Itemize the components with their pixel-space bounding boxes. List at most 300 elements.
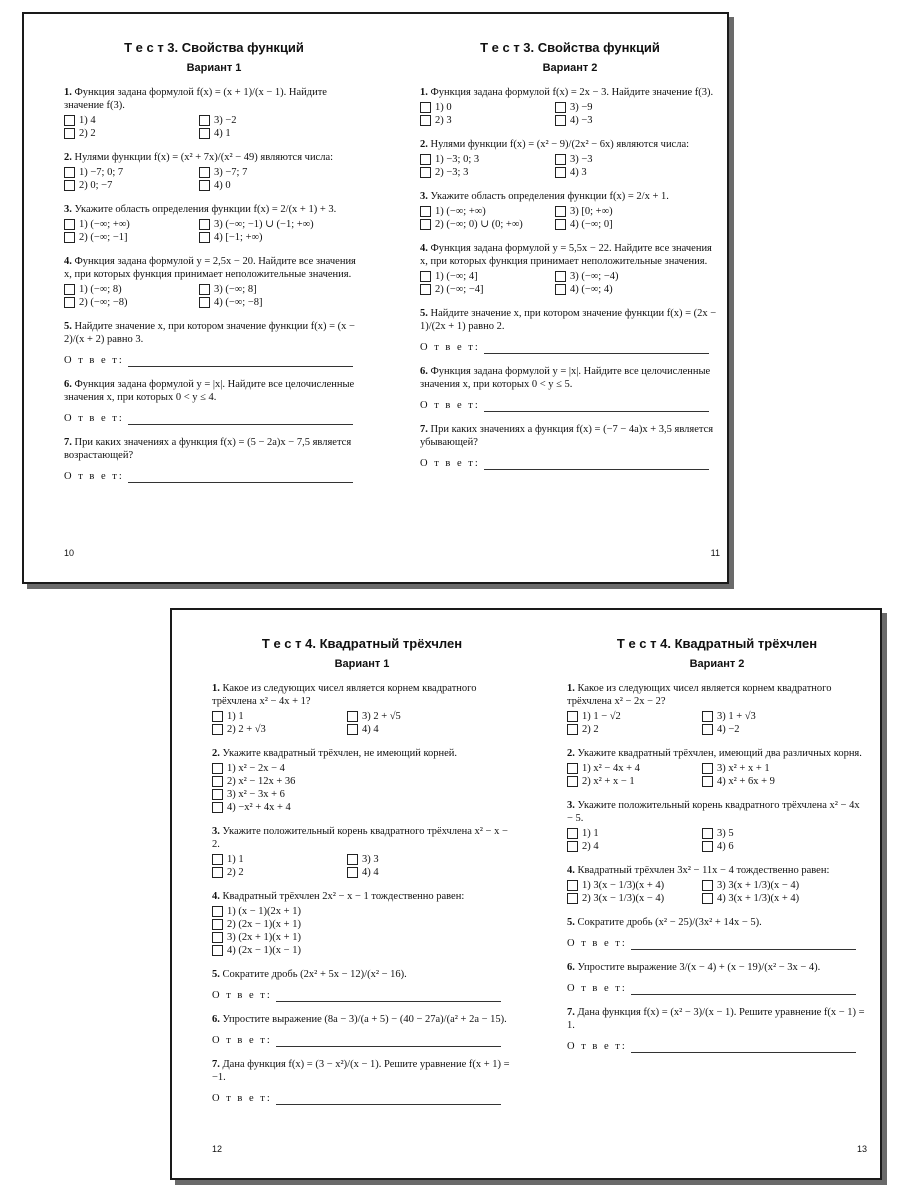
answer-option[interactable] [702,840,837,853]
answer-checkbox[interactable] [567,776,578,787]
answer-option[interactable] [555,166,690,179]
option-label: 4) 4 [362,867,379,878]
option-label: 2) −3; 3 [435,167,469,178]
answer-checkbox[interactable] [212,802,223,813]
question-text [212,968,512,981]
question-text [420,307,720,333]
answer-checkbox[interactable] [420,154,431,165]
answer-checkbox[interactable] [199,297,210,308]
answer-input-line[interactable] [631,983,856,995]
answer-option[interactable] [702,879,837,892]
question-block [420,138,720,179]
answer-option[interactable] [567,840,702,853]
answer-row [212,1092,512,1105]
answer-input-line[interactable] [128,413,353,425]
option-label: 2) x² + x − 1 [582,776,635,787]
answer-options [212,853,512,879]
answer-option[interactable] [420,218,555,231]
answer-option[interactable] [420,153,555,166]
option-label: 1) −7; 0; 7 [79,167,124,178]
question-prompt: Упростите выражение (8a − 3)/(a + 5) − (40 − 27a)/(a² + 2a − 15). [222,1014,507,1025]
test-title: Т е с т 4. Квадратный трёхчлен [616,636,818,651]
answer-label: О т в е т: [64,355,124,366]
answer-option[interactable] [702,827,837,840]
answer-option[interactable] [347,723,482,736]
option-label: 4) 6 [717,841,734,852]
answer-checkbox[interactable] [64,219,75,230]
question-block [212,682,512,736]
answer-row [567,982,867,995]
question-prompt: Функция задана формулой y = |x|. Найдите все целочисленные значения x, при которых 0 < y ≤ 4. [64,379,355,403]
question-block [420,86,720,127]
answer-input-line[interactable] [484,458,709,470]
question-prompt: Укажите квадратный трёхчлен, не имеющий корней. [222,748,458,759]
option-label: 2) 2 [582,724,599,735]
answer-option[interactable] [64,218,199,231]
answer-option[interactable] [567,879,702,892]
answer-option[interactable] [199,166,334,179]
option-label: 1) (−∞; 8) [79,284,122,295]
question-text [212,825,512,851]
answer-options [567,879,867,905]
question-block [420,190,720,231]
question-block [567,1006,867,1053]
answer-option[interactable] [64,127,199,140]
answer-options [420,205,720,231]
question-prompt: При каких значениях a функция f(x) = (5 − 2a)x − 7,5 является возрастающей? [64,437,352,461]
variant-label: Вариант 1 [334,658,390,670]
option-label: 1) (−∞; 4] [435,271,478,282]
question-number: 3. [64,204,72,215]
answer-option[interactable] [199,218,334,231]
question-text [64,151,364,164]
question-block [212,1013,512,1047]
answer-checkbox[interactable] [702,776,713,787]
answer-option[interactable] [702,762,837,775]
answer-input-line[interactable] [276,1093,501,1105]
option-label: 2) 4 [582,841,599,852]
question-number: 6. [64,379,72,390]
question-prompt: Укажите квадратный трёхчлен, имеющий два различных корня. [577,748,862,759]
answer-option[interactable] [702,892,837,905]
variant-label: Вариант 1 [186,62,242,74]
question-text [212,682,512,708]
question-text [212,1058,512,1084]
question-prompt: Укажите область определения функции f(x) = 2/x + 1. [430,191,669,202]
answer-option[interactable] [555,205,690,218]
answer-row [420,457,720,470]
answer-label: О т в е т: [420,458,480,469]
page-number: 13 [856,1144,867,1154]
option-label: 4) [−1; +∞) [214,232,263,243]
option-label: 1) (−∞; +∞) [79,219,130,230]
answer-checkbox[interactable] [199,167,210,178]
page-number: 10 [64,548,75,558]
answer-option[interactable] [64,179,199,192]
question-number: 1. [64,87,72,98]
answer-input-line[interactable] [276,1035,501,1047]
answer-option[interactable] [567,775,702,788]
question-block [567,682,867,736]
answer-checkbox[interactable] [64,180,75,191]
question-prompt: Функция задана формулой f(x) = 2x − 3. Найдите значение f(3). [430,87,714,98]
answer-checkbox[interactable] [212,789,223,800]
answer-option[interactable] [64,296,199,309]
answer-option[interactable] [567,827,702,840]
answer-checkbox[interactable] [567,880,578,891]
option-label: 3) 3 [362,854,379,865]
answer-checkbox[interactable] [555,167,566,178]
answer-option[interactable] [212,918,482,931]
answer-checkbox[interactable] [567,841,578,852]
question-text [567,961,867,974]
answer-option[interactable] [212,866,347,879]
question-prompt: Нулями функции f(x) = (x² − 9)/(2x² − 6x) являются числа: [430,139,690,150]
question-prompt: Квадратный трёхчлен 2x² − x − 1 тождественно равен: [222,891,465,902]
question-prompt: Функция задана формулой y = |x|. Найдите все целочисленные значения x, при которых 0 < y ≤ 5. [420,366,711,390]
answer-checkbox[interactable] [347,724,358,735]
answer-row [64,412,364,425]
question-prompt: Укажите область определения функции f(x) = 2/(x + 1) + 3. [74,204,337,215]
answer-checkbox[interactable] [64,284,75,295]
question-number: 1. [212,683,220,694]
option-label: 2) x² − 12x + 36 [227,776,296,787]
page-left [212,610,512,1178]
answer-checkbox[interactable] [702,841,713,852]
answer-input-line[interactable] [484,342,709,354]
answer-option[interactable] [199,127,334,140]
answer-label: О т в е т: [567,1041,627,1052]
answer-option[interactable] [567,892,702,905]
question-number: 7. [64,437,72,448]
question-block [212,890,512,957]
answer-option[interactable] [212,723,347,736]
answer-label: О т в е т: [212,990,272,1001]
answer-option[interactable] [420,114,555,127]
answer-options [567,762,867,788]
answer-option[interactable] [199,283,334,296]
question-block [567,747,867,788]
option-label: 3) (2x + 1)(x + 1) [227,932,301,943]
question-prompt: Укажите положительный корень квадратного трёхчлена x² − x − 2. [212,826,508,850]
option-label: 2) 3(x − 1/3)(x − 4) [582,893,665,904]
answer-checkbox[interactable] [567,724,578,735]
answer-option[interactable] [420,101,555,114]
answer-checkbox[interactable] [347,867,358,878]
answer-label: О т в е т: [64,413,124,424]
answer-option[interactable] [555,114,690,127]
question-text [64,86,364,112]
answer-option[interactable] [212,931,482,944]
answer-checkbox[interactable] [420,271,431,282]
option-label: 3) x² + x + 1 [717,763,770,774]
test-title: Т е с т 3. Свойства функций [124,40,304,55]
answer-row [567,1040,867,1053]
question-prompt: Найдите значение x, при котором значение функции f(x) = (2x − 1)/(2x + 1) равно 2. [420,308,717,332]
answer-options [567,710,867,736]
question-number: 4. [567,865,575,876]
answer-option[interactable] [555,101,690,114]
workbook-spread-test3 [22,12,729,584]
answer-checkbox[interactable] [212,906,223,917]
page-number: 12 [212,1144,223,1154]
answer-checkbox[interactable] [64,115,75,126]
option-label: 2) 2 [227,867,244,878]
question-prompt: При каких значениях a функция f(x) = (−7 − 4a)x + 3,5 является убывающей? [420,424,714,448]
answer-option[interactable] [64,166,199,179]
question-block [64,86,364,140]
option-label: 3) [0; +∞) [570,206,613,217]
answer-option[interactable] [199,114,334,127]
answer-option[interactable] [555,270,690,283]
answer-checkbox[interactable] [420,115,431,126]
option-label: 4) −3 [570,115,593,126]
question-number: 1. [567,683,575,694]
option-label: 3) −3 [570,154,593,165]
answer-checkbox[interactable] [212,854,223,865]
answer-input-line[interactable] [631,938,856,950]
answer-checkbox[interactable] [702,711,713,722]
option-label: 2) 0; −7 [79,180,113,191]
option-label: 3) (−∞; 8] [214,284,257,295]
question-block [420,365,720,412]
question-block [64,378,364,425]
answer-checkbox[interactable] [212,724,223,735]
answer-label: О т в е т: [212,1035,272,1046]
page-right [567,610,867,1178]
option-label: 4) 4 [362,724,379,735]
answer-checkbox[interactable] [555,115,566,126]
answer-option[interactable] [199,296,334,309]
answer-option[interactable] [555,153,690,166]
question-number: 3. [567,800,575,811]
question-block [212,968,512,1002]
question-block [567,961,867,995]
answer-checkbox[interactable] [212,711,223,722]
answer-option[interactable] [555,283,690,296]
answer-option[interactable] [212,905,482,918]
question-text [420,138,720,151]
answer-row [420,399,720,412]
question-text [420,242,720,268]
answer-input-line[interactable] [484,400,709,412]
question-number: 7. [420,424,428,435]
answer-option[interactable] [567,762,702,775]
answer-row [420,341,720,354]
answer-checkbox[interactable] [199,232,210,243]
answer-checkbox[interactable] [555,219,566,230]
option-label: 1) x² − 2x − 4 [227,763,285,774]
answer-options [64,218,364,244]
question-prompt: Функция задана формулой f(x) = (x + 1)/(x − 1). Найдите значение f(3). [64,87,327,111]
option-label: 1) 1 [227,854,244,865]
answer-option[interactable] [555,218,690,231]
question-block [64,255,364,309]
question-block [64,320,364,367]
answer-row [212,1034,512,1047]
answer-option[interactable] [567,710,702,723]
answer-option[interactable] [199,231,334,244]
answer-option[interactable] [420,283,555,296]
option-label: 3) 3(x + 1/3)(x − 4) [717,880,800,891]
answer-checkbox[interactable] [555,271,566,282]
answer-option[interactable] [64,231,199,244]
answer-label: О т в е т: [64,471,124,482]
answer-checkbox[interactable] [702,724,713,735]
option-label: 4) 0 [214,180,231,191]
answer-input-line[interactable] [631,1041,856,1053]
question-text [64,203,364,216]
option-label: 2) (−∞; 0) ∪ (0; +∞) [435,219,523,230]
question-text [64,320,364,346]
option-label: 4) 1 [214,128,231,139]
question-number: 5. [212,969,220,980]
answer-checkbox[interactable] [420,206,431,217]
answer-options [212,710,512,736]
option-label: 3) 2 + √5 [362,711,401,722]
option-label: 3) (−∞; −4) [570,271,619,282]
answer-input-line[interactable] [128,355,353,367]
question-text [567,799,867,825]
answer-checkbox[interactable] [212,776,223,787]
question-text [212,890,512,903]
option-label: 2) 3 [435,115,452,126]
option-label: 4) −x² + 4x + 4 [227,802,291,813]
answer-option[interactable] [212,801,482,814]
answer-input-line[interactable] [128,471,353,483]
answer-option[interactable] [212,710,347,723]
answer-checkbox[interactable] [702,828,713,839]
question-number: 6. [567,962,575,973]
answer-option[interactable] [212,775,482,788]
answer-option[interactable] [64,114,199,127]
answer-checkbox[interactable] [420,102,431,113]
option-label: 2) (−∞; −8) [79,297,128,308]
answer-checkbox[interactable] [567,711,578,722]
answer-checkbox[interactable] [567,828,578,839]
answer-checkbox[interactable] [420,219,431,230]
answer-option[interactable] [212,853,347,866]
answer-checkbox[interactable] [64,167,75,178]
answer-checkbox[interactable] [199,115,210,126]
answer-label: О т в е т: [567,983,627,994]
answer-checkbox[interactable] [199,219,210,230]
answer-checkbox[interactable] [702,763,713,774]
answer-checkbox[interactable] [212,945,223,956]
question-text [420,423,720,449]
question-block [64,436,364,483]
answer-checkbox[interactable] [347,854,358,865]
answer-label: О т в е т: [420,342,480,353]
question-number: 5. [64,321,72,332]
answer-checkbox[interactable] [555,102,566,113]
question-number: 7. [567,1007,575,1018]
option-label: 2) (−∞; −1] [79,232,128,243]
answer-checkbox[interactable] [567,763,578,774]
question-block [64,151,364,192]
option-label: 2) (−∞; −4] [435,284,484,295]
option-label: 4) 3 [570,167,587,178]
option-label: 1) 1 [227,711,244,722]
answer-input-line[interactable] [276,990,501,1002]
answer-option[interactable] [702,723,837,736]
test-title: Т е с т 3. Свойства функций [480,40,660,55]
option-label: 2) (2x − 1)(x + 1) [227,919,301,930]
option-label: 4) 3(x + 1/3)(x + 4) [717,893,800,904]
question-number: 2. [420,139,428,150]
question-number: 1. [420,87,428,98]
option-label: 3) 1 + √3 [717,711,756,722]
answer-option[interactable] [347,866,482,879]
answer-checkbox[interactable] [212,763,223,774]
answer-options [567,827,867,853]
question-block [420,242,720,296]
answer-option[interactable] [702,775,837,788]
question-text [567,747,867,760]
answer-options [64,283,364,309]
answer-options [212,762,512,814]
answer-options [420,101,720,127]
answer-option[interactable] [567,723,702,736]
answer-checkbox[interactable] [212,867,223,878]
question-prompt: Укажите положительный корень квадратного трёхчлена x² − 4x − 5. [567,800,860,824]
answer-option[interactable] [212,944,482,957]
question-block [567,799,867,853]
answer-checkbox[interactable] [64,297,75,308]
question-block [212,825,512,879]
answer-checkbox[interactable] [199,284,210,295]
answer-option[interactable] [420,166,555,179]
option-label: 4) (−∞; −8] [214,297,263,308]
answer-option[interactable] [199,179,334,192]
answer-checkbox[interactable] [555,206,566,217]
answer-option[interactable] [212,762,482,775]
answer-checkbox[interactable] [702,880,713,891]
answer-checkbox[interactable] [212,932,223,943]
question-number: 5. [420,308,428,319]
answer-option[interactable] [420,270,555,283]
page-right [420,14,720,582]
answer-options [420,153,720,179]
answer-checkbox[interactable] [567,893,578,904]
answer-checkbox[interactable] [64,232,75,243]
answer-option[interactable] [64,283,199,296]
question-prompt: Сократите дробь (2x² + 5x − 12)/(x² − 16). [222,969,407,980]
answer-checkbox[interactable] [64,128,75,139]
answer-checkbox[interactable] [420,167,431,178]
answer-checkbox[interactable] [555,284,566,295]
answer-option[interactable] [212,788,482,801]
answer-checkbox[interactable] [420,284,431,295]
question-block [212,747,512,814]
answer-checkbox[interactable] [702,893,713,904]
answer-checkbox[interactable] [199,180,210,191]
answer-option[interactable] [420,205,555,218]
answer-checkbox[interactable] [199,128,210,139]
option-label: 3) x² − 3x + 6 [227,789,285,800]
option-label: 1) (x − 1)(2x + 1) [227,906,301,917]
answer-option[interactable] [347,710,482,723]
question-block [64,203,364,244]
answer-checkbox[interactable] [555,154,566,165]
answer-option[interactable] [702,710,837,723]
answer-option[interactable] [347,853,482,866]
answer-checkbox[interactable] [347,711,358,722]
question-prompt: Квадратный трёхчлен 3x² − 11x − 4 тождественно равен: [577,865,830,876]
answer-checkbox[interactable] [212,919,223,930]
question-prompt: Дана функция f(x) = (x² − 3)/(x − 1). Решите уравнение f(x − 1) = 1. [567,1007,865,1031]
question-prompt: Какое из следующих чисел является корнем квадратного трёхчлена x² − 4x + 1? [212,683,477,707]
